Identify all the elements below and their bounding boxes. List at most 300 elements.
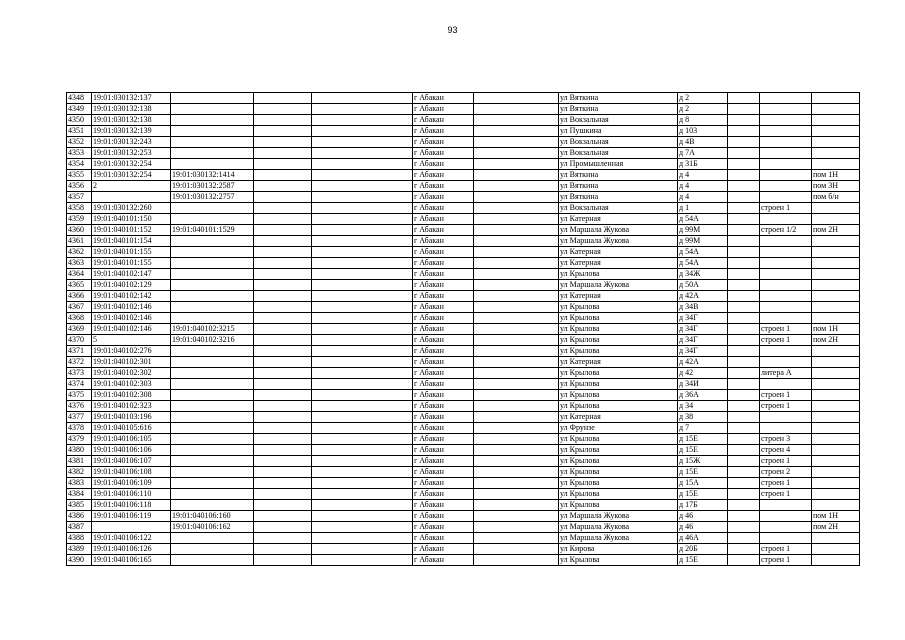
linked-cadastral-cell [171, 412, 254, 423]
city-cell: г Абакан [413, 357, 474, 368]
registry-table [66, 92, 860, 566]
empty-cell [474, 269, 559, 280]
street-cell: ул Крылова [559, 324, 678, 335]
empty-cell [312, 401, 413, 412]
empty-cell [728, 126, 760, 137]
empty-cell [728, 258, 760, 269]
street-cell: ул Крылова [559, 390, 678, 401]
cadastral-number-cell: 19:01:030132:138 [92, 115, 171, 126]
cadastral-number-cell: 19:01:040102:323 [92, 401, 171, 412]
empty-cell [312, 313, 413, 324]
empty-cell [254, 313, 312, 324]
room-cell [812, 544, 860, 555]
row-number-cell: 4361 [67, 236, 92, 247]
empty-cell [728, 159, 760, 170]
linked-cadastral-cell [171, 489, 254, 500]
empty-cell [254, 203, 312, 214]
row-number-cell: 4386 [67, 511, 92, 522]
empty-cell [728, 302, 760, 313]
table-row [67, 236, 860, 247]
table-row [67, 500, 860, 511]
city-cell: г Абакан [413, 555, 474, 566]
empty-cell [254, 269, 312, 280]
table-row [67, 390, 860, 401]
linked-cadastral-cell [171, 533, 254, 544]
linked-cadastral-cell [171, 434, 254, 445]
empty-cell [474, 225, 559, 236]
cadastral-number-cell: 19:01:040103:196 [92, 412, 171, 423]
building-cell [760, 247, 812, 258]
empty-cell [728, 346, 760, 357]
table-row [67, 302, 860, 313]
city-cell: г Абакан [413, 115, 474, 126]
building-cell [760, 346, 812, 357]
empty-cell [254, 170, 312, 181]
empty-cell [254, 423, 312, 434]
room-cell [812, 269, 860, 280]
empty-cell [728, 280, 760, 291]
city-cell: г Абакан [413, 379, 474, 390]
house-cell: д 54А [678, 214, 728, 225]
table-row [67, 456, 860, 467]
row-number-cell: 4384 [67, 489, 92, 500]
building-cell: строен 1 [760, 489, 812, 500]
cadastral-number-cell: 19:01:040106:107 [92, 456, 171, 467]
cadastral-number-cell: 19:01:030132:254 [92, 159, 171, 170]
empty-cell [474, 203, 559, 214]
linked-cadastral-cell [171, 269, 254, 280]
row-number-cell: 4354 [67, 159, 92, 170]
linked-cadastral-cell [171, 346, 254, 357]
empty-cell [474, 357, 559, 368]
house-cell: д 4 [678, 170, 728, 181]
building-cell [760, 522, 812, 533]
empty-cell [254, 280, 312, 291]
empty-cell [728, 489, 760, 500]
empty-cell [728, 500, 760, 511]
room-cell [812, 445, 860, 456]
empty-cell [728, 170, 760, 181]
cadastral-number-cell: 19:01:030132:243 [92, 137, 171, 148]
empty-cell [728, 335, 760, 346]
linked-cadastral-cell [171, 126, 254, 137]
empty-cell [312, 148, 413, 159]
table-row [67, 214, 860, 225]
room-cell [812, 203, 860, 214]
empty-cell [254, 324, 312, 335]
street-cell: ул Вяткина [559, 181, 678, 192]
cadastral-number-cell: 19:01:040106:165 [92, 555, 171, 566]
cadastral-number-cell: 19:01:040102:303 [92, 379, 171, 390]
empty-cell [728, 104, 760, 115]
house-cell: д 31Б [678, 159, 728, 170]
room-cell [812, 412, 860, 423]
empty-cell [254, 225, 312, 236]
empty-cell [312, 126, 413, 137]
table-row [67, 159, 860, 170]
building-cell: строен 1 [760, 390, 812, 401]
house-cell: д 7А [678, 148, 728, 159]
empty-cell [312, 412, 413, 423]
building-cell [760, 170, 812, 181]
city-cell: г Абакан [413, 137, 474, 148]
building-cell [760, 126, 812, 137]
row-number-cell: 4350 [67, 115, 92, 126]
house-cell: д 34Г [678, 324, 728, 335]
cadastral-number-cell: 19:01:040102:301 [92, 357, 171, 368]
cadastral-number-cell: 19:01:040106:122 [92, 533, 171, 544]
building-cell [760, 379, 812, 390]
empty-cell [312, 533, 413, 544]
empty-cell [312, 390, 413, 401]
empty-cell [254, 500, 312, 511]
row-number-cell: 4379 [67, 434, 92, 445]
table-row [67, 225, 860, 236]
empty-cell [254, 445, 312, 456]
empty-cell [474, 324, 559, 335]
table-row [67, 269, 860, 280]
building-cell: строен 1 [760, 401, 812, 412]
city-cell: г Абакан [413, 423, 474, 434]
empty-cell [474, 522, 559, 533]
linked-cadastral-cell [171, 291, 254, 302]
house-cell: д 2 [678, 93, 728, 104]
house-cell: д 42 [678, 368, 728, 379]
empty-cell [474, 280, 559, 291]
city-cell: г Абакан [413, 313, 474, 324]
row-number-cell: 4374 [67, 379, 92, 390]
street-cell: ул Вокзальная [559, 115, 678, 126]
empty-cell [312, 192, 413, 203]
empty-cell [474, 104, 559, 115]
city-cell: г Абакан [413, 170, 474, 181]
row-number-cell: 4375 [67, 390, 92, 401]
row-number-cell: 4349 [67, 104, 92, 115]
empty-cell [728, 203, 760, 214]
empty-cell [254, 434, 312, 445]
row-number-cell: 4385 [67, 500, 92, 511]
row-number-cell: 4383 [67, 478, 92, 489]
empty-cell [312, 181, 413, 192]
building-cell: строен 1 [760, 544, 812, 555]
building-cell [760, 302, 812, 313]
table-row [67, 379, 860, 390]
room-cell [812, 434, 860, 445]
city-cell: г Абакан [413, 280, 474, 291]
page-number: 93 [447, 25, 458, 35]
city-cell: г Абакан [413, 368, 474, 379]
table-row [67, 368, 860, 379]
street-cell: ул Вяткина [559, 170, 678, 181]
empty-cell [312, 368, 413, 379]
empty-cell [474, 137, 559, 148]
building-cell [760, 291, 812, 302]
cadastral-number-cell: 19:01:040102:129 [92, 280, 171, 291]
empty-cell [254, 544, 312, 555]
room-cell [812, 555, 860, 566]
cadastral-number-cell: 19:01:030132:254 [92, 170, 171, 181]
cadastral-number-cell: 19:01:040106:106 [92, 445, 171, 456]
street-cell: ул Крылова [559, 335, 678, 346]
empty-cell [312, 302, 413, 313]
empty-cell [312, 115, 413, 126]
empty-cell [312, 346, 413, 357]
city-cell: г Абакан [413, 258, 474, 269]
empty-cell [312, 203, 413, 214]
cadastral-number-cell: 19:01:040106:126 [92, 544, 171, 555]
linked-cadastral-cell [171, 555, 254, 566]
room-cell [812, 280, 860, 291]
linked-cadastral-cell: 19:01:030132:2757 [171, 192, 254, 203]
cadastral-number-cell: 19:01:040102:276 [92, 346, 171, 357]
building-cell: литера А [760, 368, 812, 379]
empty-cell [474, 533, 559, 544]
empty-cell [312, 478, 413, 489]
street-cell: ул Крылова [559, 401, 678, 412]
house-cell: д 38 [678, 412, 728, 423]
linked-cadastral-cell [171, 357, 254, 368]
empty-cell [254, 247, 312, 258]
linked-cadastral-cell: 19:01:040102:3216 [171, 335, 254, 346]
city-cell: г Абакан [413, 225, 474, 236]
table-row [67, 324, 860, 335]
street-cell: ул Крылова [559, 489, 678, 500]
room-cell [812, 148, 860, 159]
empty-cell [474, 346, 559, 357]
empty-cell [474, 544, 559, 555]
room-cell [812, 390, 860, 401]
row-number-cell: 4380 [67, 445, 92, 456]
row-number-cell: 4356 [67, 181, 92, 192]
empty-cell [254, 555, 312, 566]
building-cell [760, 115, 812, 126]
empty-cell [312, 170, 413, 181]
house-cell: д 34Г [678, 346, 728, 357]
street-cell: ул Маршала Жукова [559, 236, 678, 247]
street-cell: ул Крылова [559, 467, 678, 478]
linked-cadastral-cell [171, 401, 254, 412]
empty-cell [312, 291, 413, 302]
house-cell: д 2 [678, 104, 728, 115]
cadastral-number-cell: 19:01:030132:137 [92, 93, 171, 104]
street-cell: ул Вяткина [559, 93, 678, 104]
room-cell [812, 379, 860, 390]
empty-cell [728, 467, 760, 478]
empty-cell [728, 445, 760, 456]
city-cell: г Абакан [413, 522, 474, 533]
empty-cell [728, 192, 760, 203]
empty-cell [254, 302, 312, 313]
building-cell [760, 104, 812, 115]
house-cell: д 34Г [678, 313, 728, 324]
empty-cell [728, 379, 760, 390]
building-cell: строен 1 [760, 324, 812, 335]
empty-cell [728, 236, 760, 247]
city-cell: г Абакан [413, 104, 474, 115]
empty-cell [728, 456, 760, 467]
house-cell: д 54А [678, 247, 728, 258]
room-cell [812, 368, 860, 379]
table-row [67, 555, 860, 566]
house-cell: д 15Ж [678, 456, 728, 467]
empty-cell [474, 192, 559, 203]
linked-cadastral-cell [171, 302, 254, 313]
empty-cell [728, 214, 760, 225]
empty-cell [728, 247, 760, 258]
table-row [67, 247, 860, 258]
cadastral-number-cell: 19:01:040101:150 [92, 214, 171, 225]
empty-cell [474, 291, 559, 302]
empty-cell [474, 379, 559, 390]
empty-cell [728, 93, 760, 104]
linked-cadastral-cell [171, 104, 254, 115]
linked-cadastral-cell [171, 544, 254, 555]
empty-cell [312, 423, 413, 434]
table-row [67, 478, 860, 489]
house-cell: д 34Г [678, 335, 728, 346]
linked-cadastral-cell [171, 423, 254, 434]
building-cell: строен 1/2 [760, 225, 812, 236]
empty-cell [312, 236, 413, 247]
linked-cadastral-cell [171, 258, 254, 269]
house-cell: д 42А [678, 291, 728, 302]
table-row [67, 170, 860, 181]
building-cell [760, 533, 812, 544]
house-cell: д 8 [678, 115, 728, 126]
empty-cell [474, 500, 559, 511]
cadastral-number-cell: 19:01:040105:616 [92, 423, 171, 434]
city-cell: г Абакан [413, 412, 474, 423]
city-cell: г Абакан [413, 500, 474, 511]
city-cell: г Абакан [413, 346, 474, 357]
cadastral-number-cell: 19:01:040102:147 [92, 269, 171, 280]
linked-cadastral-cell [171, 467, 254, 478]
street-cell: ул Крылова [559, 555, 678, 566]
empty-cell [728, 412, 760, 423]
cadastral-number-cell: 19:01:030132:139 [92, 126, 171, 137]
building-cell [760, 181, 812, 192]
street-cell: ул Вяткина [559, 104, 678, 115]
empty-cell [728, 225, 760, 236]
linked-cadastral-cell: 19:01:040102:3215 [171, 324, 254, 335]
empty-cell [474, 434, 559, 445]
empty-cell [474, 467, 559, 478]
street-cell: ул Крылова [559, 346, 678, 357]
cadastral-number-cell: 19:01:030132:260 [92, 203, 171, 214]
street-cell: ул Крылова [559, 434, 678, 445]
row-number-cell: 4373 [67, 368, 92, 379]
empty-cell [728, 522, 760, 533]
cadastral-number-cell: 19:01:040106:119 [92, 511, 171, 522]
empty-cell [728, 148, 760, 159]
cadastral-number-cell: 19:01:040102:308 [92, 390, 171, 401]
linked-cadastral-cell [171, 379, 254, 390]
row-number-cell: 4353 [67, 148, 92, 159]
empty-cell [728, 357, 760, 368]
linked-cadastral-cell [171, 247, 254, 258]
street-cell: ул Катерная [559, 412, 678, 423]
empty-cell [474, 115, 559, 126]
room-cell [812, 533, 860, 544]
empty-cell [474, 181, 559, 192]
empty-cell [312, 159, 413, 170]
empty-cell [728, 401, 760, 412]
empty-cell [254, 214, 312, 225]
house-cell: д 34 [678, 401, 728, 412]
linked-cadastral-cell: 19:01:040106:162 [171, 522, 254, 533]
city-cell: г Абакан [413, 93, 474, 104]
empty-cell [254, 346, 312, 357]
row-number-cell: 4351 [67, 126, 92, 137]
room-cell: пом 2Н [812, 225, 860, 236]
city-cell: г Абакан [413, 269, 474, 280]
house-cell: д 46А [678, 533, 728, 544]
empty-cell [254, 379, 312, 390]
empty-cell [254, 335, 312, 346]
house-cell: д 4 [678, 181, 728, 192]
house-cell: д 99М [678, 236, 728, 247]
table-row [67, 137, 860, 148]
room-cell [812, 478, 860, 489]
empty-cell [728, 269, 760, 280]
cadastral-number-cell: 19:01:040106:118 [92, 500, 171, 511]
row-number-cell: 4390 [67, 555, 92, 566]
empty-cell [254, 511, 312, 522]
empty-cell [474, 247, 559, 258]
house-cell: д 15Е [678, 489, 728, 500]
linked-cadastral-cell: 19:01:030132:2587 [171, 181, 254, 192]
house-cell: д 15А [678, 478, 728, 489]
city-cell: г Абакан [413, 159, 474, 170]
city-cell: г Абакан [413, 456, 474, 467]
row-number-cell: 4367 [67, 302, 92, 313]
empty-cell [474, 302, 559, 313]
table-row [67, 467, 860, 478]
house-cell: д 20Б [678, 544, 728, 555]
row-number-cell: 4378 [67, 423, 92, 434]
building-cell [760, 357, 812, 368]
empty-cell [312, 269, 413, 280]
city-cell: г Абакан [413, 401, 474, 412]
row-number-cell: 4376 [67, 401, 92, 412]
street-cell: ул Вокзальная [559, 148, 678, 159]
table-row [67, 522, 860, 533]
empty-cell [474, 258, 559, 269]
house-cell: д 54А [678, 258, 728, 269]
table-row [67, 346, 860, 357]
building-cell [760, 269, 812, 280]
empty-cell [254, 357, 312, 368]
empty-cell [312, 489, 413, 500]
row-number-cell: 4369 [67, 324, 92, 335]
table-row [67, 434, 860, 445]
empty-cell [312, 104, 413, 115]
empty-cell [254, 467, 312, 478]
street-cell: ул Пушкина [559, 126, 678, 137]
city-cell: г Абакан [413, 291, 474, 302]
empty-cell [254, 291, 312, 302]
empty-cell [728, 544, 760, 555]
empty-cell [254, 93, 312, 104]
house-cell: д 103 [678, 126, 728, 137]
room-cell [812, 247, 860, 258]
house-cell: д 36А [678, 390, 728, 401]
house-cell: д 1 [678, 203, 728, 214]
house-cell: д 7 [678, 423, 728, 434]
empty-cell [728, 313, 760, 324]
city-cell: г Абакан [413, 203, 474, 214]
room-cell [812, 236, 860, 247]
